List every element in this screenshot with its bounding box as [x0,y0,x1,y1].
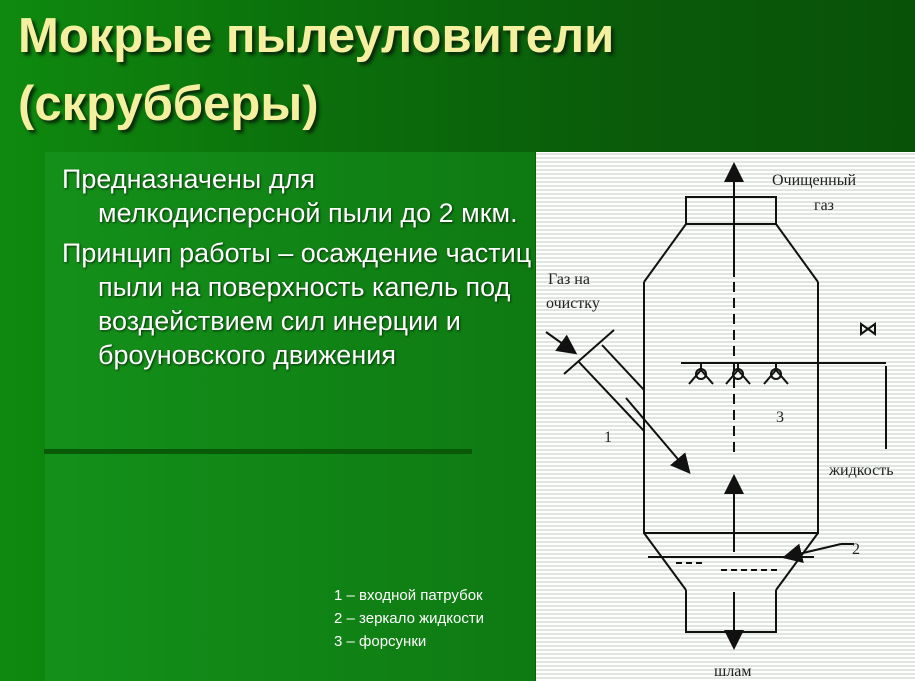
liquid-level-pointer [786,544,841,557]
legend-item-nozzles: 3 – форсунки [334,633,427,650]
inlet-pipe [578,345,644,431]
valve-icon [861,324,875,334]
legend-item-inlet: 1 – входной патрубок [334,587,483,604]
inlet-arrow [546,332,574,352]
label-num-3: 3 [776,409,784,426]
label-liquid: жидкость [829,462,894,479]
slide-title: Мокрые пылеуловители (скрубберы) [18,9,615,131]
top-neck [686,197,776,224]
legend-item-liquid-surface: 2 – зеркало жидкости [334,610,485,627]
spray-pipe [681,363,886,449]
lower-cone [644,533,818,590]
bullet-list [62,162,532,378]
upper-cone [644,224,818,282]
label-num-2: 2 [852,541,860,558]
bottom-neck [686,590,776,632]
label-sludge: шлам [714,663,752,680]
panel-shade [44,449,472,454]
bullet-purpose: Предназначены для мелкодисперсной пыли до 2 мкм. [62,164,518,228]
figure-legend [334,584,534,653]
bullet-principle: Принцип работы – осаждение частиц пыли на поверхность капель под воздействием сил инерции и броуновского движения [62,238,532,370]
scrubber-svg [536,152,915,681]
label-gas-in-2: очистку [546,295,600,312]
inlet-flow-arrow [626,398,688,471]
nozzle-1 [689,363,713,384]
cylinder-body [644,282,818,533]
nozzle-2 [726,363,750,384]
nozzle-3 [764,363,788,384]
scrubber-diagram [536,152,915,681]
label-clean-gas-2: газ [814,197,834,214]
label-num-1: 1 [604,429,612,446]
label-clean-gas-1: Очищенный [772,172,857,189]
label-gas-in-1: Газ на [548,271,590,288]
